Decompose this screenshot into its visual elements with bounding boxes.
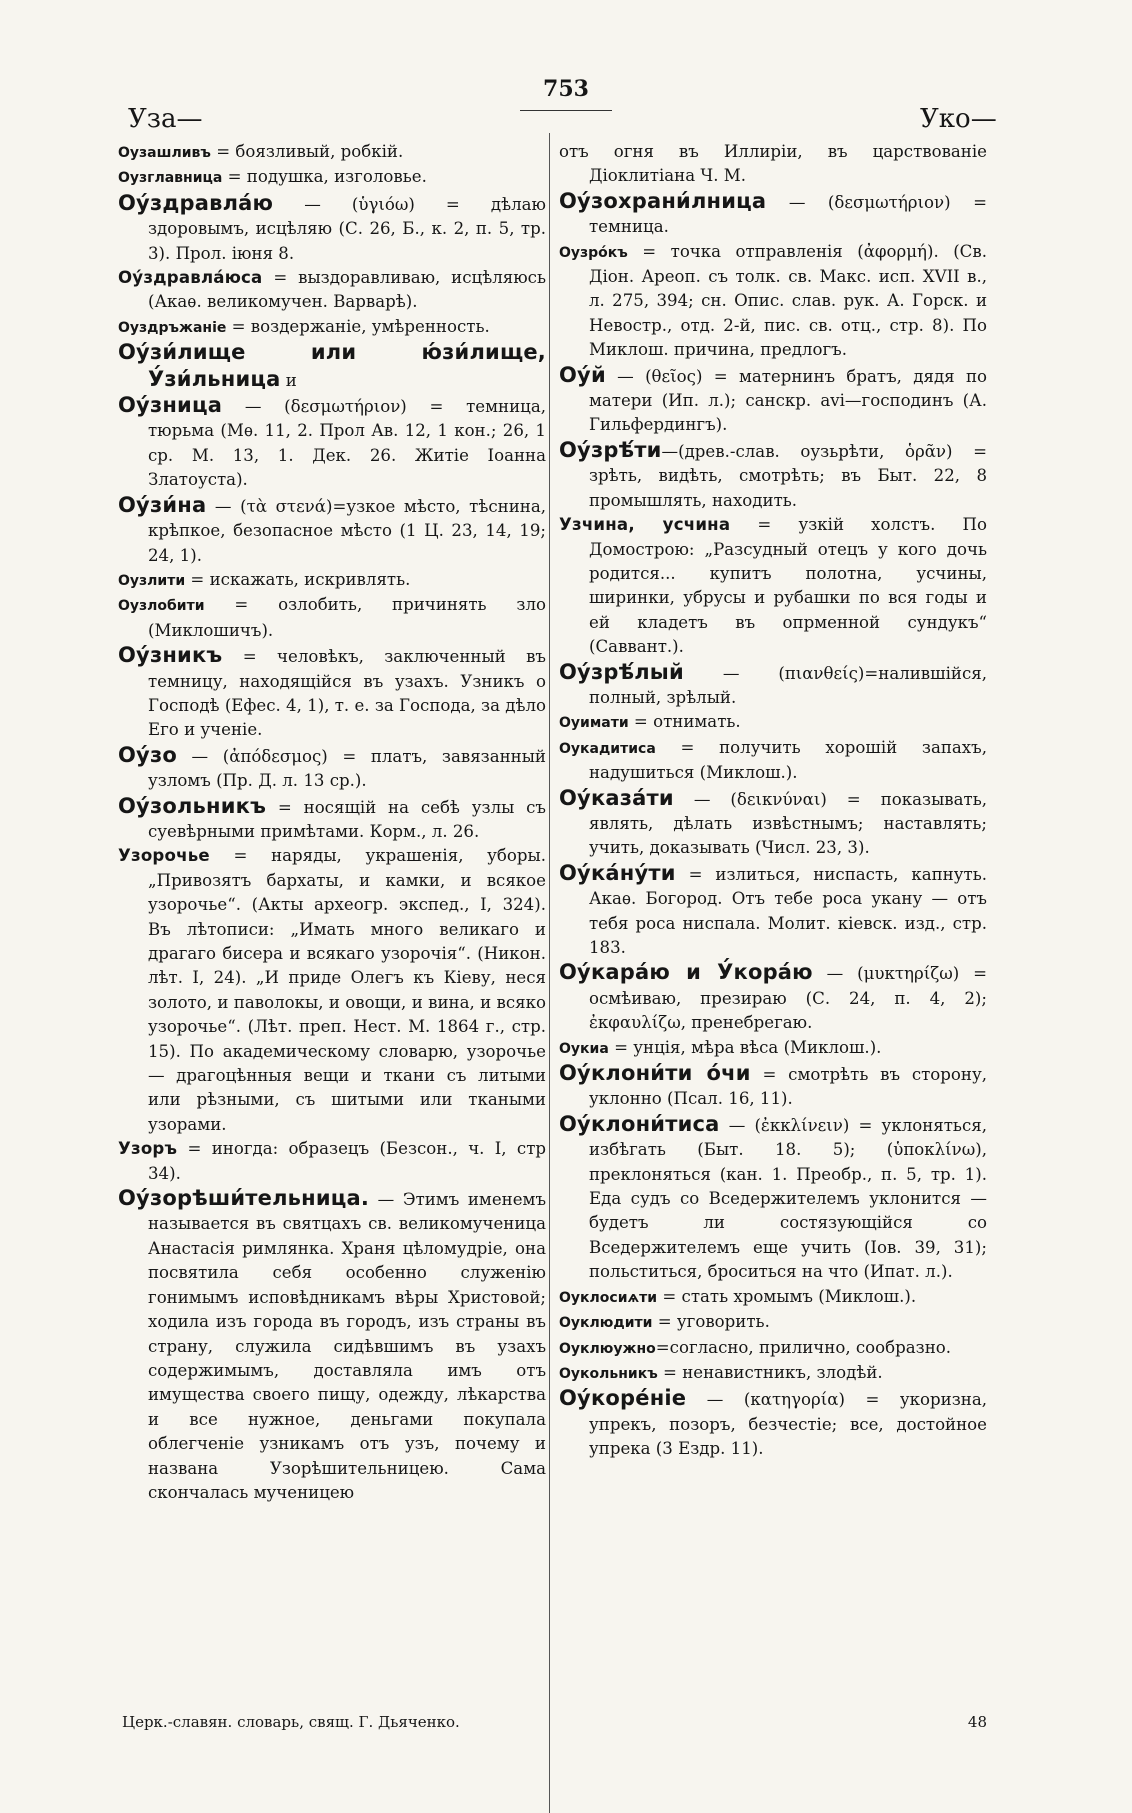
dictionary-entry bbox=[118, 140, 546, 165]
entry-definition: = человѣкъ, заключенный въ темницу, находящійся въ узахъ. Узникъ о Господѣ (Ефес. 4, 1), т. е. за Господа, за дѣло Его и ученіе. bbox=[148, 647, 547, 740]
entry-headword: Оузглавница bbox=[118, 170, 223, 187]
entry-definition: — (δεσμωτήριον) = темница, тюрьма (Мѳ. 11, 2. Прол Ав. 12, 1 кон.; 26, 1 ср. М. 13, 1. Дек. 26. Житіе Іоанна Златоуста). bbox=[148, 397, 546, 490]
entry-headword: Оуздръжаніе bbox=[118, 319, 227, 336]
entry-headword: Оу́здравла́ю bbox=[118, 190, 274, 215]
entry-headword: Оу́зохрани́лница bbox=[559, 188, 767, 213]
entry-headword: Оукадитиса bbox=[559, 740, 656, 757]
entry-headword: Оукиа bbox=[559, 1040, 609, 1057]
entry-headword: Оу́зо bbox=[118, 742, 177, 767]
entry-headword: Оу́зникъ bbox=[118, 643, 223, 668]
dictionary-entry bbox=[559, 1310, 987, 1335]
entry-definition: отъ огня въ Иллиріи, въ царствованіе Діоклитіана Ч. М. bbox=[559, 142, 987, 186]
left-running-head: Узa— bbox=[128, 104, 203, 134]
dictionary-entry bbox=[559, 1112, 987, 1285]
entry-definition: = излиться, ниспасть, капнуть. Акаѳ. Богород. Отъ тебе роса укану — отъ тебя роса ниспала. Молит. кіевск. изд., стр. 183. bbox=[589, 864, 987, 957]
entry-definition: = подушка, изголовье. bbox=[222, 167, 427, 187]
dictionary-entry bbox=[118, 340, 546, 393]
left-column bbox=[118, 140, 546, 1505]
dictionary-entry bbox=[118, 743, 546, 794]
header-rule bbox=[520, 110, 612, 111]
entry-definition: = точка отправленія (ἀφορμή). (Св. Діон. Ареоп. съ толк. св. Макс. исп. XVII в., л. 275, 394; сн. Опис. слав. рук. А. Горск. и Невостр., отд. 2-й, пис. св. отц., стр. 8). По Миклош. причина, предлогъ. bbox=[589, 241, 987, 360]
entry-definition: — (τὰ στενά)=узкое мѣсто, тѣснина, крѣпкое, безопасное мѣсто (1 Ц. 23, 14, 19; 24, 1). bbox=[148, 496, 546, 565]
dictionary-entry bbox=[118, 844, 546, 1137]
entry-definition: = боязливый, робкій. bbox=[210, 142, 404, 161]
column-divider bbox=[549, 133, 550, 1813]
entry-headword: Оу́зорѣши́тельница. bbox=[118, 1186, 370, 1211]
dictionary-entry bbox=[559, 786, 987, 861]
entry-definition: = искажать, искривлять. bbox=[185, 569, 411, 589]
dictionary-entry bbox=[118, 393, 546, 493]
entry-headword: Оу́зольникъ bbox=[118, 793, 267, 818]
dictionary-entry bbox=[559, 513, 987, 659]
dictionary-entry bbox=[559, 240, 987, 363]
entry-headword: Оу́зи́на bbox=[118, 492, 207, 517]
dictionary-entry bbox=[118, 266, 546, 315]
footer-source: Церк.-славян. словарь, свящ. Г. Дьяченко. bbox=[122, 1713, 460, 1731]
dictionary-entry bbox=[118, 593, 546, 643]
dictionary-entry bbox=[118, 1137, 546, 1186]
dictionary-entry bbox=[118, 643, 546, 743]
entry-headword: Оузлити bbox=[118, 572, 186, 589]
entry-definition: = озлобить, причинять зло (Миклошичъ). bbox=[148, 595, 546, 640]
dictionary-entry bbox=[559, 189, 987, 240]
entry-definition: — (κατηγορία) = укоризна, упрекъ, позоръ, безчестіе; все, достойное упрека (3 Ездр. 11). bbox=[589, 1390, 987, 1459]
entry-definition: — (ὑγιόω) = дѣлаю здоровымъ, исцѣляю (С. 26, Б., к. 2, п. 5, тр. 3). Прол. іюня 8. bbox=[148, 194, 546, 263]
entry-definition: =согласно, прилично, сообразно. bbox=[655, 1337, 952, 1357]
entry-definition: = узкій холстъ. По Домострою: „Разсудный отецъ у кого дочь родится... купитъ полотна, усчины, ширинки, убрусы и рубашки по вся годы и ей кладетъ въ опрменной сундукъ“ (Саввант.). bbox=[589, 515, 987, 657]
entry-definition: — (πιανθείς)=налившійся, полный, зрѣлый. bbox=[589, 663, 987, 707]
entry-definition: = унція, мѣра вѣса (Миклош.). bbox=[608, 1037, 882, 1057]
entry-definition: = наряды, украшенія, уборы. „Привозятъ бархаты, и камки, и всякое узорочье“. (Акты археогр. экспед., I, 324). Въ лѣтописи: „Имать много великаго и драгаго бисера и всякаго узорочія“. (Никон. лѣт. I, 24). „И приде Олегъ къ Кіеву, неся золото, и паволокы, и овощи, и вина, и всяко узорочье“. (Лѣт. преп. Нест. М. 1864 г., стр. 15). По академическому словарю, узорочье — драгоцѣнныя вещи и ткани съ литыми или рѣзными, съ шитыми или ткаными узорами. bbox=[148, 846, 546, 1134]
entry-headword: Оу́коре́ніе bbox=[559, 1386, 687, 1411]
entry-definition: = стать хромымъ (Миклош.). bbox=[657, 1286, 917, 1306]
entry-definition: — (μυκτηρίζω) = осмѣиваю, презираю (С. 24, п. 4, 2); ἐκφαυλίζω, пренебрегаю. bbox=[589, 964, 987, 1033]
entry-definition: — (ἐκκλίνειν) = уклоняться, избѣгать (Быт. 18. 5); (ὑποκλίνω), преклоняться (кан. 1. Преобр., п. 5, тр. 1). Еда судъ со Вседержителемъ уклонится — будетъ ли состязующійся со Вседержителемъ еще учить (Іов. 39, 31); польститься, броситься на что (Ипат. л.). bbox=[589, 1115, 987, 1282]
entry-definition: = отнимать. bbox=[628, 712, 741, 732]
entry-headword: Оузашливъ bbox=[118, 145, 211, 161]
entry-definition: и bbox=[280, 370, 297, 390]
dictionary-entry bbox=[559, 1036, 987, 1061]
entry-definition: = получить хорошій запахъ, надушиться (Миклош.). bbox=[589, 737, 987, 783]
entry-headword: Оукольникъ bbox=[559, 1365, 658, 1382]
entry-definition: — (ἀπόδεσμος) = платъ, завязанный узломъ (Пр. Д. л. 13 ср.). bbox=[148, 746, 546, 791]
dictionary-entry bbox=[118, 165, 546, 190]
dictionary-entry bbox=[559, 710, 987, 735]
entry-headword: Узчина, усчина bbox=[559, 515, 731, 535]
dictionary-entry bbox=[559, 861, 987, 961]
entry-definition: = носящій на себѣ узлы съ суевѣрными примѣтами. Корм., л. 26. bbox=[148, 797, 546, 841]
entry-definition: = уговорить. bbox=[652, 1312, 770, 1332]
entry-headword: Оу́зрѣ́ти bbox=[559, 437, 662, 462]
entry-definition: = иногда: образецъ (Безсон., ч. I, стр 34). bbox=[148, 1139, 546, 1183]
entry-headword: Оу́й bbox=[559, 362, 606, 387]
entry-headword: Оуимати bbox=[559, 715, 629, 732]
entry-headword: Оу́клони́тиса bbox=[559, 1111, 720, 1136]
entry-definition: —(древ.-слав. оузьрѣти, ὁρᾶν) = зрѣть, видѣть, смотрѣть; въ Быт. 22, 8 промышлять, находить. bbox=[589, 441, 987, 510]
dictionary-entry bbox=[118, 315, 546, 340]
entry-headword: Оу́зрѣ́лый bbox=[559, 659, 684, 684]
dictionary-entry bbox=[559, 1336, 987, 1361]
dictionary-entry bbox=[559, 1061, 987, 1112]
entry-headword: Оузро́къ bbox=[559, 244, 628, 261]
dictionary-entry bbox=[118, 794, 546, 845]
dictionary-entry bbox=[118, 493, 546, 568]
signature-mark: 48 bbox=[967, 1713, 987, 1731]
entry-headword: Оу́кара́ю и У́кора́ю bbox=[559, 960, 813, 985]
dictionary-entry bbox=[559, 736, 987, 786]
dictionary-entry bbox=[559, 438, 987, 513]
dictionary-entry bbox=[559, 1386, 987, 1461]
entry-headword: Оу́здравла́юса bbox=[118, 268, 263, 288]
entry-definition: — (θεῖος) = матернинъ братъ, дядя по матери (Ип. л.); санскр. avi—господинъ (А. Гильфердингъ). bbox=[589, 366, 987, 435]
right-column bbox=[559, 140, 987, 1462]
dictionary-entry bbox=[559, 363, 987, 438]
dictionary-entry bbox=[559, 1285, 987, 1310]
entry-definition: = смотрѣть въ сторону, уклонно (Псал. 16, 11). bbox=[589, 1065, 987, 1109]
dictionary-entry bbox=[559, 140, 987, 189]
entry-definition: — (δεικνύναι) = показывать, являть, дѣлать извѣстнымъ; наставлять; учить, доказывать (Числ. 23, 3). bbox=[589, 789, 987, 858]
entry-headword: Оу́зница bbox=[118, 393, 223, 418]
entry-headword: Оуклосиѧти bbox=[559, 1289, 658, 1306]
entry-headword: Оуклюужно bbox=[559, 1340, 656, 1357]
entry-headword: Оу́ка́ну́ти bbox=[559, 860, 676, 885]
dictionary-entry bbox=[118, 191, 546, 266]
page-number: 753 bbox=[543, 76, 589, 102]
dictionary-entry bbox=[118, 1186, 546, 1505]
entry-headword: Узоръ bbox=[118, 1139, 178, 1159]
entry-definition: = выздоравливаю, исцѣляюсь (Акаѳ. великомучен. Варварѣ). bbox=[148, 268, 546, 312]
right-running-head: Уко— bbox=[920, 104, 997, 134]
entry-headword: Оу́зи́лище или ю́зи́лище, У́зи́льница bbox=[118, 340, 546, 391]
dictionary-entry bbox=[559, 1361, 987, 1386]
entry-headword: Оузлобити bbox=[118, 598, 205, 615]
entry-headword: Оуклюдити bbox=[559, 1315, 653, 1332]
dictionary-entry bbox=[559, 960, 987, 1035]
entry-definition: = воздержаніе, умѣренность. bbox=[226, 316, 490, 336]
entry-headword: Оу́клони́ти о́чи bbox=[559, 1061, 751, 1086]
dictionary-entry bbox=[118, 568, 546, 593]
entry-definition: — Этимъ именемъ называется въ святцахъ св. великомученица Анастасія римлянка. Храня цѣломудріе, она посвятила себя особенно служенію гонимымъ исповѣдникамъ вѣры Христовой; ходила изъ города въ городъ, изъ страны въ страну, служила сидѣвшимъ въ узахъ содержимымъ, доставляла имъ отъ имущества своего пищу, одежду, лѣкарства и все нужное, деньгами покупала облегченіе узникамъ отъ узъ, почему и названа Узорѣшительницею. Сама скончалась мученицею bbox=[148, 1190, 546, 1502]
entry-headword: Оу́каза́ти bbox=[559, 785, 674, 810]
entry-definition: = ненавистникъ, злодѣй. bbox=[657, 1362, 883, 1382]
entry-headword: Узорочье bbox=[118, 846, 210, 866]
dictionary-entry bbox=[559, 660, 987, 711]
entry-definition: — (δεσμωτήριον) = темница. bbox=[589, 192, 987, 237]
